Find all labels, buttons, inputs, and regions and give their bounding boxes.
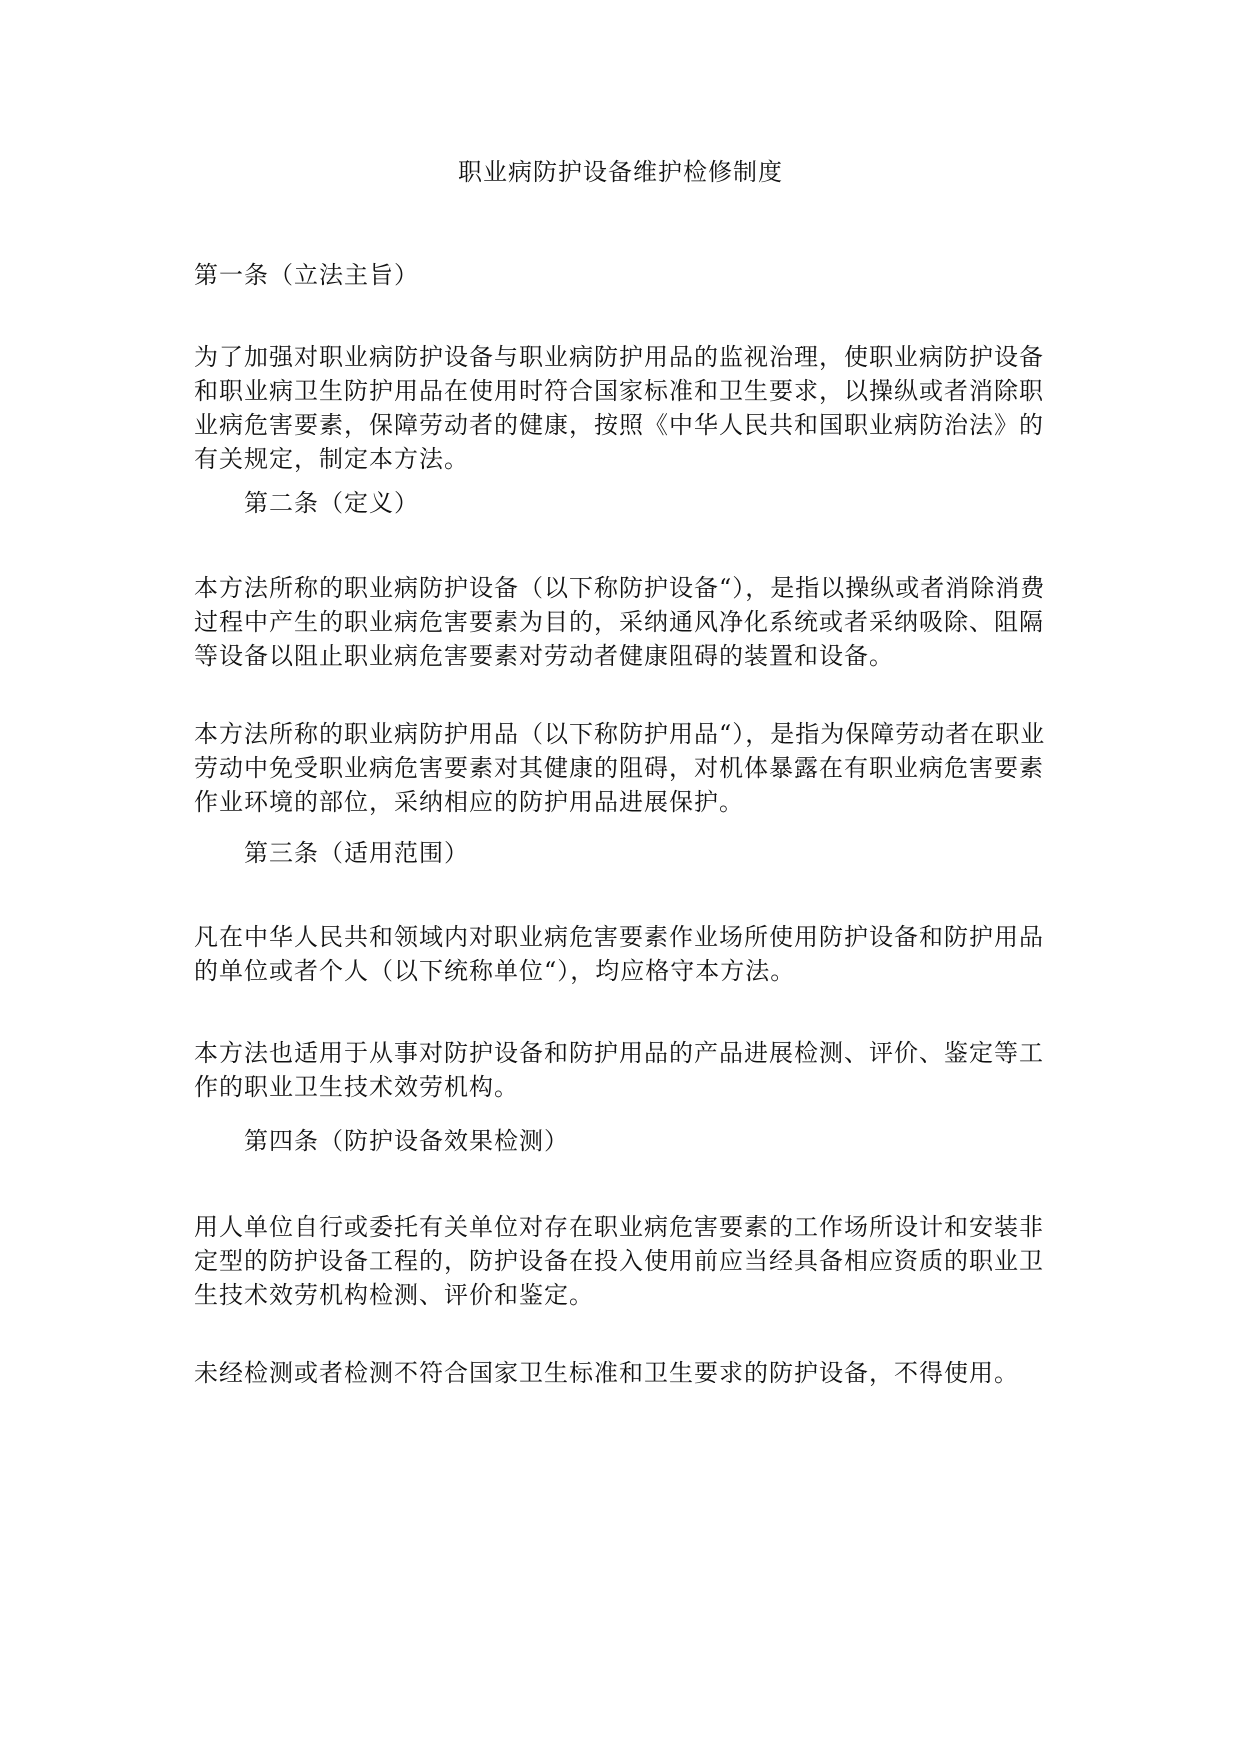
section-2-paragraph-2: 本方法所称的职业病防护用品（以下称防护用品“），是指为保障劳动者在职业劳动中免受职业病危害要素对其健康的阻碍，对机体暴露在有职业病危害要素作业环境的部位，采纳相应的防护用品进展保护。 (194, 720, 1046, 816)
section-4-paragraph-1: 用人单位自行或委托有关单位对存在职业病危害要素的工作场所设计和安装非定型的防护设备工程的，防护设备在投入使用前应当经具备相应资质的职业卫生技术效劳机构检测、评价和鉴定。 (194, 1213, 1044, 1309)
section-heading-4: 第四条（防护设备效果检测） (244, 1127, 569, 1155)
section-4-paragraph-2: 未经检测或者检测不符合国家卫生标准和卫生要求的防护设备，不得使用。 (194, 1359, 1019, 1387)
section-3-paragraph-1: 凡在中华人民共和领域内对职业病危害要素作业场所使用防护设备和防护用品的单位或者个人（以下统称单位“），均应格守本方法。 (194, 923, 1044, 985)
section-heading-1: 第一条（立法主旨） (194, 261, 419, 289)
section-1-paragraph-1: 为了加强对职业病防护设备与职业病防护用品的监视治理，使职业病防护设备和职业病卫生防护用品在使用时符合国家标准和卫生要求，以操纵或者消除职业病危害要素，保障劳动者的健康，按照《中华人民共和国职业病防治法》的有关规定，制定本方法。 (194, 343, 1044, 473)
document-title: 职业病防护设备维护检修制度 (458, 158, 783, 186)
section-heading-3: 第三条（适用范围） (244, 839, 469, 867)
section-heading-2: 第二条（定义） (244, 489, 419, 517)
section-3-paragraph-2: 本方法也适用于从事对防护设备和防护用品的产品进展检测、评价、鉴定等工作的职业卫生技术效劳机构。 (194, 1039, 1044, 1101)
section-2-paragraph-1: 本方法所称的职业病防护设备（以下称防护设备“），是指以操纵或者消除消费过程中产生的职业病危害要素为目的，采纳通风净化系统或者采纳吸除、阻隔等设备以阻止职业病危害要素对劳动者健康阻碍的装置和设备。 (194, 574, 1046, 670)
